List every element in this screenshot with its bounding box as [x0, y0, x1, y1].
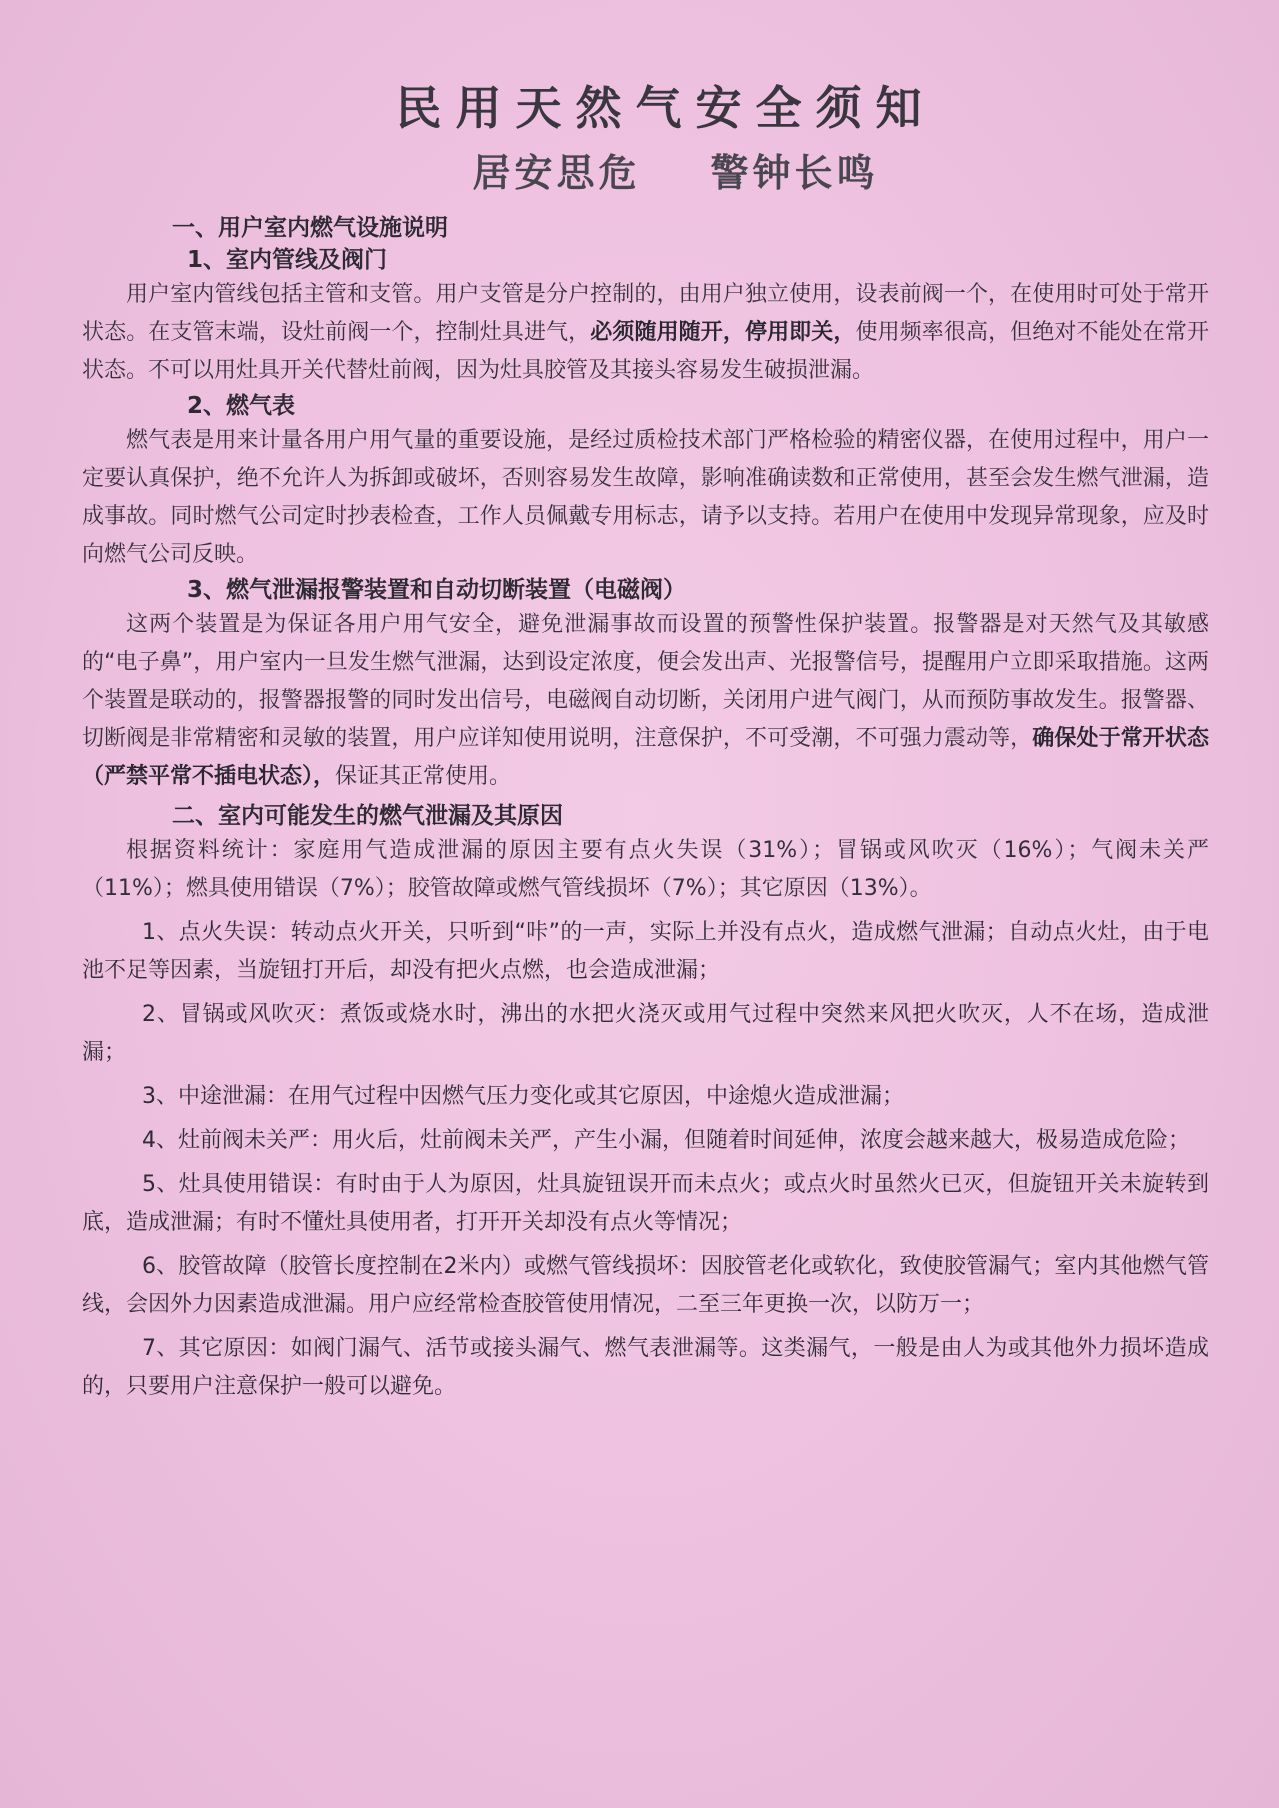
emphasis-open-close: 必须随用随开，停用即关，	[590, 320, 856, 345]
cause-item: 2、冒锅或风吹灭：煮饭或烧水时，沸出的水把火浇灭或用气过程中突然来风把火吹灭，人不在场，造成泄漏；	[82, 1002, 1209, 1065]
slogan-right: 警钟长鸣	[710, 151, 879, 195]
paragraph-pipes: 用户室内管线包括主管和支管。用户支管是分户控制的，由用户独立使用，设表前阀一个，在使用时可处于常开状态。在支管末端，设灶前阀一个，控制灶具进气，必须随用随开，停用即关，使用频率很高，但绝对不能处在常开状态。不可以用灶具开关代替灶前阀，因为灶具胶管及其接头容易发生破损泄漏。	[82, 282, 1209, 383]
cause-item: 4、灶前阀未关严：用火后，灶前阀未关严，产生小漏，但随着时间延伸，浓度会越来越大，极易造成危险；	[142, 1128, 1191, 1153]
slogan-left: 居安思危	[472, 151, 641, 195]
section-heading-2: 二、室内可能发生的燃气泄漏及其原因	[172, 803, 563, 829]
slogan	[142, 148, 1209, 198]
section-heading-1: 一、用户室内燃气设施说明	[172, 215, 448, 241]
cause-item: 7、其它原因：如阀门漏气、活节或接头漏气、燃气表泄漏等。这类漏气，一般是由人为或其他外力损坏造成的，只要用户注意保护一般可以避免。	[82, 1336, 1209, 1399]
page-title: 民用天然气安全须知	[395, 81, 936, 135]
cause-item: 5、灶具使用错误：有时由于人为原因，灶具旋钮误开而未点火；或点火时虽然火已灭，但旋钮开关未旋转到底，造成泄漏；有时不懂灶具使用者，打开开关却没有点火等情况；	[82, 1172, 1209, 1235]
paragraph-alarm: 这两个装置是为保证各用户用气安全，避免泄漏事故而设置的预警性保护装置。报警器是对天然气及其敏感的“电子鼻”，用户室内一旦发生燃气泄漏，达到设定浓度，便会发出声、光报警信号，提醒用户立即采取措施。这两个装置是联动的，报警器报警的同时发出信号，电磁阀自动切断，关闭用户进气阀门，从而预防事故发生。报警器、切断阀是非常精密和灵敏的装置，用户应详知使用说明，注意保护，不可受潮，不可强力震动等，确保处于常开状态（严禁平常不插电状态），保证其正常使用。	[82, 612, 1209, 789]
subsection-heading-pipes: 1、室内管线及阀门	[187, 247, 388, 273]
emphasis-always-on: 确保处于常开状态（严禁平常不插电状态），	[82, 726, 1209, 789]
subsection-heading-alarm: 3、燃气泄漏报警装置和自动切断装置（电磁阀）	[187, 577, 687, 603]
paragraph-statistics: 根据资料统计：家庭用气造成泄漏的原因主要有点火失误（31%）；冒锅或风吹灭（16%）；气阀未关严（11%）；燃具使用错误（7%）；胶管故障或燃气管线损坏（7%）；其它原因（13%）。	[82, 838, 1209, 901]
subsection-heading-meter: 2、燃气表	[187, 393, 296, 419]
cause-item: 6、胶管故障（胶管长度控制在2米内）或燃气管线损坏：因胶管老化或软化，致使胶管漏气；室内其他燃气管线，会因外力因素造成泄漏。用户应经常检查胶管使用情况，二至三年更换一次，以防万一；	[82, 1254, 1209, 1317]
paragraph-meter: 燃气表是用来计量各用户用气量的重要设施，是经过质检技术部门严格检验的精密仪器，在使用过程中，用户一定要认真保护，绝不允许人为拆卸或破坏，否则容易发生故障，影响准确读数和正常使用，甚至会发生燃气泄漏，造成事故。同时燃气公司定时抄表检查，工作人员佩戴专用标志，请予以支持。若用户在使用中发现异常现象，应及时向燃气公司反映。	[82, 428, 1209, 567]
cause-item: 3、中途泄漏：在用气过程中因燃气压力变化或其它原因，中途熄火造成泄漏；	[142, 1084, 904, 1109]
cause-item: 1、点火失误：转动点火开关，只听到“咔”的一声，实际上并没有点火，造成燃气泄漏；自动点火灶，由于电池不足等因素，当旋钮打开后，却没有把火点燃，也会造成泄漏；	[82, 920, 1209, 983]
